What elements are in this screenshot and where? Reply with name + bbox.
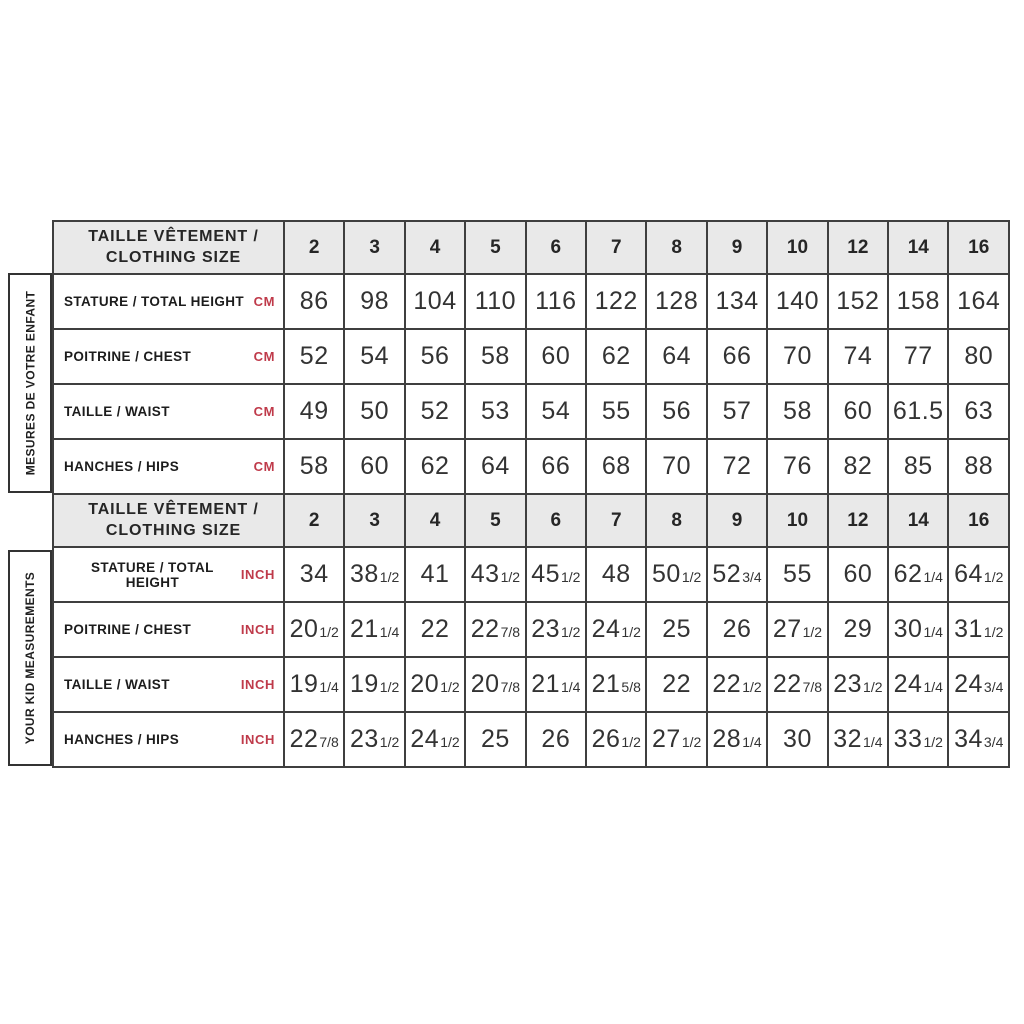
- size-value-cell: [344, 712, 404, 767]
- unit-label: CM: [253, 349, 275, 364]
- value-whole: 22: [289, 725, 319, 753]
- measurement-label: STATURE / TOTAL HEIGHT: [91, 559, 214, 590]
- clothing-size-header: [53, 221, 284, 274]
- size-chart-table: [52, 220, 1010, 768]
- size-value-cell: [405, 712, 465, 767]
- size-value-cell: 152: [828, 274, 888, 329]
- size-value-cell: [888, 657, 948, 712]
- size-column-header: 10: [767, 221, 827, 274]
- measurement-label: POITRINE / CHEST: [64, 622, 192, 637]
- measurement-label-wrap: [54, 349, 283, 364]
- size-value-cell: [888, 602, 948, 657]
- size-value-cell: [948, 602, 1009, 657]
- value-fraction: 1/2: [379, 734, 400, 750]
- measurement-label-cell: [53, 274, 284, 329]
- value-fraction: 1/2: [983, 624, 1004, 640]
- size-column-header: 14: [888, 221, 948, 274]
- value-whole: 22: [712, 670, 742, 698]
- size-value-cell: 104: [405, 274, 465, 329]
- measurement-label: POITRINE / CHEST: [64, 349, 192, 364]
- measurement-label-wrap: [54, 560, 283, 590]
- size-value-cell: 30: [767, 712, 827, 767]
- size-value-cell: [828, 657, 888, 712]
- size-value-cell: 58: [767, 384, 827, 439]
- unit-label: INCH: [240, 732, 275, 747]
- size-value-cell: 158: [888, 274, 948, 329]
- size-value-cell: 26: [707, 602, 767, 657]
- size-value-cell: 116: [526, 274, 586, 329]
- value-fraction: 1/4: [923, 679, 943, 695]
- size-value-cell: 25: [465, 712, 525, 767]
- size-column-header: 2: [284, 494, 344, 547]
- size-value-cell: 134: [707, 274, 767, 329]
- measurement-label-cell: [53, 384, 284, 439]
- measurement-label-cell: [53, 657, 284, 712]
- value-fraction: 1/2: [802, 624, 823, 640]
- size-column-header: 6: [526, 494, 586, 547]
- measurement-label-wrap: [54, 294, 283, 309]
- value-fraction: 3/4: [742, 569, 762, 585]
- size-value-cell: 64: [646, 329, 706, 384]
- size-column-header: 4: [405, 221, 465, 274]
- size-value-cell: 34: [284, 547, 344, 602]
- size-value-cell: [888, 712, 948, 767]
- value-fraction: 1/2: [379, 569, 400, 585]
- size-value-cell: 49: [284, 384, 344, 439]
- size-value-cell: 164: [948, 274, 1009, 329]
- size-value-cell: [646, 547, 706, 602]
- size-value-cell: 62: [405, 439, 465, 494]
- value-whole: 21: [591, 670, 621, 698]
- size-value-cell: [465, 602, 525, 657]
- size-value-cell: [284, 712, 344, 767]
- measurement-label-cell: [53, 602, 284, 657]
- measurement-label-wrap: [54, 622, 283, 637]
- value-fraction: 1/4: [742, 734, 762, 750]
- size-value-cell: 56: [405, 329, 465, 384]
- size-value-cell: 76: [767, 439, 827, 494]
- size-column-header: 9: [707, 221, 767, 274]
- size-column-header: 16: [948, 494, 1009, 547]
- value-whole: 20: [410, 670, 440, 698]
- size-value-cell: 70: [767, 329, 827, 384]
- unit-label: INCH: [240, 622, 275, 637]
- size-value-cell: [707, 657, 767, 712]
- size-value-cell: 74: [828, 329, 888, 384]
- measurement-label-wrap: [54, 677, 283, 692]
- size-value-cell: 52: [284, 329, 344, 384]
- value-fraction: 1/2: [561, 569, 581, 585]
- value-fraction: 1/2: [621, 734, 641, 750]
- side-label-mesures: MESURES DE VOTRE ENFANT: [23, 290, 37, 476]
- measurement-label: STATURE / TOTAL HEIGHT: [64, 294, 245, 309]
- measurement-row: [53, 329, 1009, 384]
- size-value-cell: [344, 657, 404, 712]
- size-value-cell: 68: [586, 439, 646, 494]
- unit-label: INCH: [240, 677, 275, 692]
- measurement-row: [53, 547, 1009, 602]
- size-column-header: 6: [526, 221, 586, 274]
- value-whole: 20: [470, 670, 500, 698]
- size-value-cell: 48: [586, 547, 646, 602]
- size-value-cell: 50: [344, 384, 404, 439]
- measurement-row: [53, 602, 1009, 657]
- size-value-cell: [948, 657, 1009, 712]
- unit-label: CM: [253, 459, 275, 474]
- size-value-cell: 110: [465, 274, 525, 329]
- size-column-header: 9: [707, 494, 767, 547]
- value-fraction: 1/2: [621, 624, 641, 640]
- value-whole: 27: [652, 725, 681, 753]
- value-fraction: 1/4: [561, 679, 581, 695]
- size-value-cell: 70: [646, 439, 706, 494]
- size-value-cell: 82: [828, 439, 888, 494]
- size-column-header: 3: [344, 221, 404, 274]
- value-fraction: 1/4: [923, 624, 943, 640]
- measurement-label: HANCHES / HIPS: [64, 459, 180, 474]
- size-value-cell: [586, 602, 646, 657]
- size-value-cell: 57: [707, 384, 767, 439]
- size-column-header: 3: [344, 494, 404, 547]
- value-whole: 52: [712, 560, 742, 588]
- size-column-header: 8: [646, 494, 706, 547]
- size-value-cell: 85: [888, 439, 948, 494]
- size-value-cell: 60: [526, 329, 586, 384]
- size-value-cell: [284, 602, 344, 657]
- value-whole: 19: [349, 670, 379, 698]
- value-fraction: 7/8: [319, 734, 339, 750]
- size-value-cell: 63: [948, 384, 1009, 439]
- measurement-label: TAILLE / WAIST: [64, 677, 170, 692]
- measurement-row: [53, 712, 1009, 767]
- size-column-header: 4: [405, 494, 465, 547]
- value-whole: 23: [349, 725, 379, 753]
- size-value-cell: 128: [646, 274, 706, 329]
- value-whole: 20: [289, 615, 319, 643]
- measurement-label-wrap: [54, 732, 283, 747]
- size-value-cell: 80: [948, 329, 1009, 384]
- value-whole: 26: [591, 725, 621, 753]
- value-whole: 30: [893, 615, 923, 643]
- value-fraction: 1/4: [923, 569, 943, 585]
- value-whole: 34: [954, 725, 983, 753]
- clothing-size-header-line1: TAILLE VÊTEMENT /: [88, 227, 259, 245]
- unit-label: INCH: [240, 567, 275, 582]
- value-fraction: 3/4: [983, 679, 1004, 695]
- size-value-cell: [948, 547, 1009, 602]
- value-fraction: 1/2: [681, 569, 702, 585]
- size-value-cell: [405, 657, 465, 712]
- size-value-cell: 61.5: [888, 384, 948, 439]
- side-label-your-kid: YOUR KID MEASUREMENTS: [23, 571, 38, 745]
- size-value-cell: [586, 657, 646, 712]
- size-column-header: 16: [948, 221, 1009, 274]
- side-label-box-inch: [8, 550, 52, 766]
- value-fraction: 1/2: [379, 679, 400, 695]
- size-column-header: 8: [646, 221, 706, 274]
- size-value-cell: [707, 547, 767, 602]
- value-fraction: 1/4: [863, 734, 883, 750]
- value-whole: 24: [410, 725, 440, 753]
- size-value-cell: 64: [465, 439, 525, 494]
- value-fraction: 1/2: [561, 624, 581, 640]
- size-value-cell: 55: [767, 547, 827, 602]
- size-value-cell: 60: [828, 384, 888, 439]
- measurement-label-wrap: [54, 404, 283, 419]
- size-value-cell: 86: [284, 274, 344, 329]
- measurement-label-cell: [53, 547, 284, 602]
- value-whole: 24: [591, 615, 621, 643]
- measurement-label-cell: [53, 712, 284, 767]
- size-value-cell: 62: [586, 329, 646, 384]
- value-whole: 62: [893, 560, 923, 588]
- value-whole: 43: [470, 560, 500, 588]
- value-whole: 23: [531, 615, 560, 643]
- value-whole: 50: [652, 560, 681, 588]
- measurement-label: HANCHES / HIPS: [64, 732, 180, 747]
- size-value-cell: 22: [405, 602, 465, 657]
- size-value-cell: 72: [707, 439, 767, 494]
- value-whole: 21: [531, 670, 560, 698]
- value-whole: 28: [712, 725, 742, 753]
- value-whole: 45: [531, 560, 560, 588]
- value-whole: 32: [833, 725, 863, 753]
- clothing-size-header-line2: CLOTHING SIZE: [105, 248, 242, 266]
- unit-label: CM: [253, 294, 275, 309]
- size-column-header: 7: [586, 221, 646, 274]
- measurement-row: [53, 274, 1009, 329]
- size-value-cell: 25: [646, 602, 706, 657]
- size-header-row-cm: [53, 221, 1009, 274]
- size-value-cell: 55: [586, 384, 646, 439]
- value-fraction: 1/2: [923, 734, 943, 750]
- size-value-cell: 60: [344, 439, 404, 494]
- size-column-header: 12: [828, 221, 888, 274]
- size-value-cell: 56: [646, 384, 706, 439]
- size-value-cell: 22: [646, 657, 706, 712]
- size-value-cell: 29: [828, 602, 888, 657]
- size-column-header: 10: [767, 494, 827, 547]
- size-value-cell: 88: [948, 439, 1009, 494]
- size-column-header: 7: [586, 494, 646, 547]
- size-column-header: 5: [465, 221, 525, 274]
- measurement-label-cell: [53, 439, 284, 494]
- value-fraction: 1/2: [440, 679, 460, 695]
- value-whole: 27: [772, 615, 802, 643]
- size-value-cell: 98: [344, 274, 404, 329]
- value-fraction: 1/2: [500, 569, 521, 585]
- size-value-cell: 26: [526, 712, 586, 767]
- size-value-cell: [526, 602, 586, 657]
- value-fraction: 3/4: [983, 734, 1004, 750]
- measurement-label: TAILLE / WAIST: [64, 404, 170, 419]
- size-value-cell: [526, 547, 586, 602]
- value-whole: 21: [349, 615, 379, 643]
- size-value-cell: [586, 712, 646, 767]
- value-whole: 24: [893, 670, 923, 698]
- size-value-cell: [284, 657, 344, 712]
- size-header-row-inch: [53, 494, 1009, 547]
- value-fraction: 7/8: [500, 624, 521, 640]
- size-value-cell: 53: [465, 384, 525, 439]
- value-whole: 22: [470, 615, 500, 643]
- value-fraction: 1/2: [863, 679, 883, 695]
- value-whole: 33: [893, 725, 923, 753]
- size-value-cell: 58: [284, 439, 344, 494]
- measurement-row: [53, 384, 1009, 439]
- size-value-cell: [767, 602, 827, 657]
- value-whole: 19: [289, 670, 319, 698]
- size-value-cell: 41: [405, 547, 465, 602]
- measurement-row: [53, 657, 1009, 712]
- unit-label: CM: [253, 404, 275, 419]
- size-value-cell: 54: [526, 384, 586, 439]
- value-fraction: 1/2: [319, 624, 339, 640]
- size-value-cell: 77: [888, 329, 948, 384]
- value-fraction: 1/4: [379, 624, 400, 640]
- measurement-label-cell: [53, 329, 284, 384]
- size-value-cell: 122: [586, 274, 646, 329]
- value-fraction: 5/8: [621, 679, 641, 695]
- size-value-cell: [646, 712, 706, 767]
- clothing-size-header: [53, 494, 284, 547]
- size-value-cell: 58: [465, 329, 525, 384]
- clothing-size-header-line1: TAILLE VÊTEMENT /: [88, 500, 259, 518]
- value-fraction: 7/8: [500, 679, 521, 695]
- size-value-cell: [707, 712, 767, 767]
- value-fraction: 1/4: [319, 679, 339, 695]
- size-value-cell: [948, 712, 1009, 767]
- size-column-header: 12: [828, 494, 888, 547]
- size-value-cell: 52: [405, 384, 465, 439]
- clothing-size-header-line2: CLOTHING SIZE: [105, 521, 242, 539]
- value-fraction: 7/8: [802, 679, 823, 695]
- value-fraction: 1/2: [742, 679, 762, 695]
- side-label-box-cm: [8, 273, 52, 493]
- value-fraction: 1/2: [681, 734, 702, 750]
- measurement-row: [53, 439, 1009, 494]
- value-whole: 64: [954, 560, 983, 588]
- value-fraction: 1/2: [440, 734, 460, 750]
- size-value-cell: [828, 712, 888, 767]
- size-value-cell: [465, 547, 525, 602]
- size-value-cell: 140: [767, 274, 827, 329]
- size-column-header: 14: [888, 494, 948, 547]
- size-value-cell: 66: [526, 439, 586, 494]
- size-value-cell: 54: [344, 329, 404, 384]
- size-value-cell: 66: [707, 329, 767, 384]
- size-column-header: 5: [465, 494, 525, 547]
- value-fraction: 1/2: [983, 569, 1004, 585]
- size-value-cell: [344, 602, 404, 657]
- size-column-header: 2: [284, 221, 344, 274]
- measurement-label-wrap: [54, 459, 283, 474]
- value-whole: 31: [954, 615, 983, 643]
- size-value-cell: [767, 657, 827, 712]
- size-value-cell: [344, 547, 404, 602]
- value-whole: 24: [954, 670, 983, 698]
- size-value-cell: [888, 547, 948, 602]
- size-value-cell: 60: [828, 547, 888, 602]
- value-whole: 23: [833, 670, 863, 698]
- size-value-cell: [465, 657, 525, 712]
- value-whole: 38: [349, 560, 379, 588]
- value-whole: 22: [772, 670, 802, 698]
- size-value-cell: [526, 657, 586, 712]
